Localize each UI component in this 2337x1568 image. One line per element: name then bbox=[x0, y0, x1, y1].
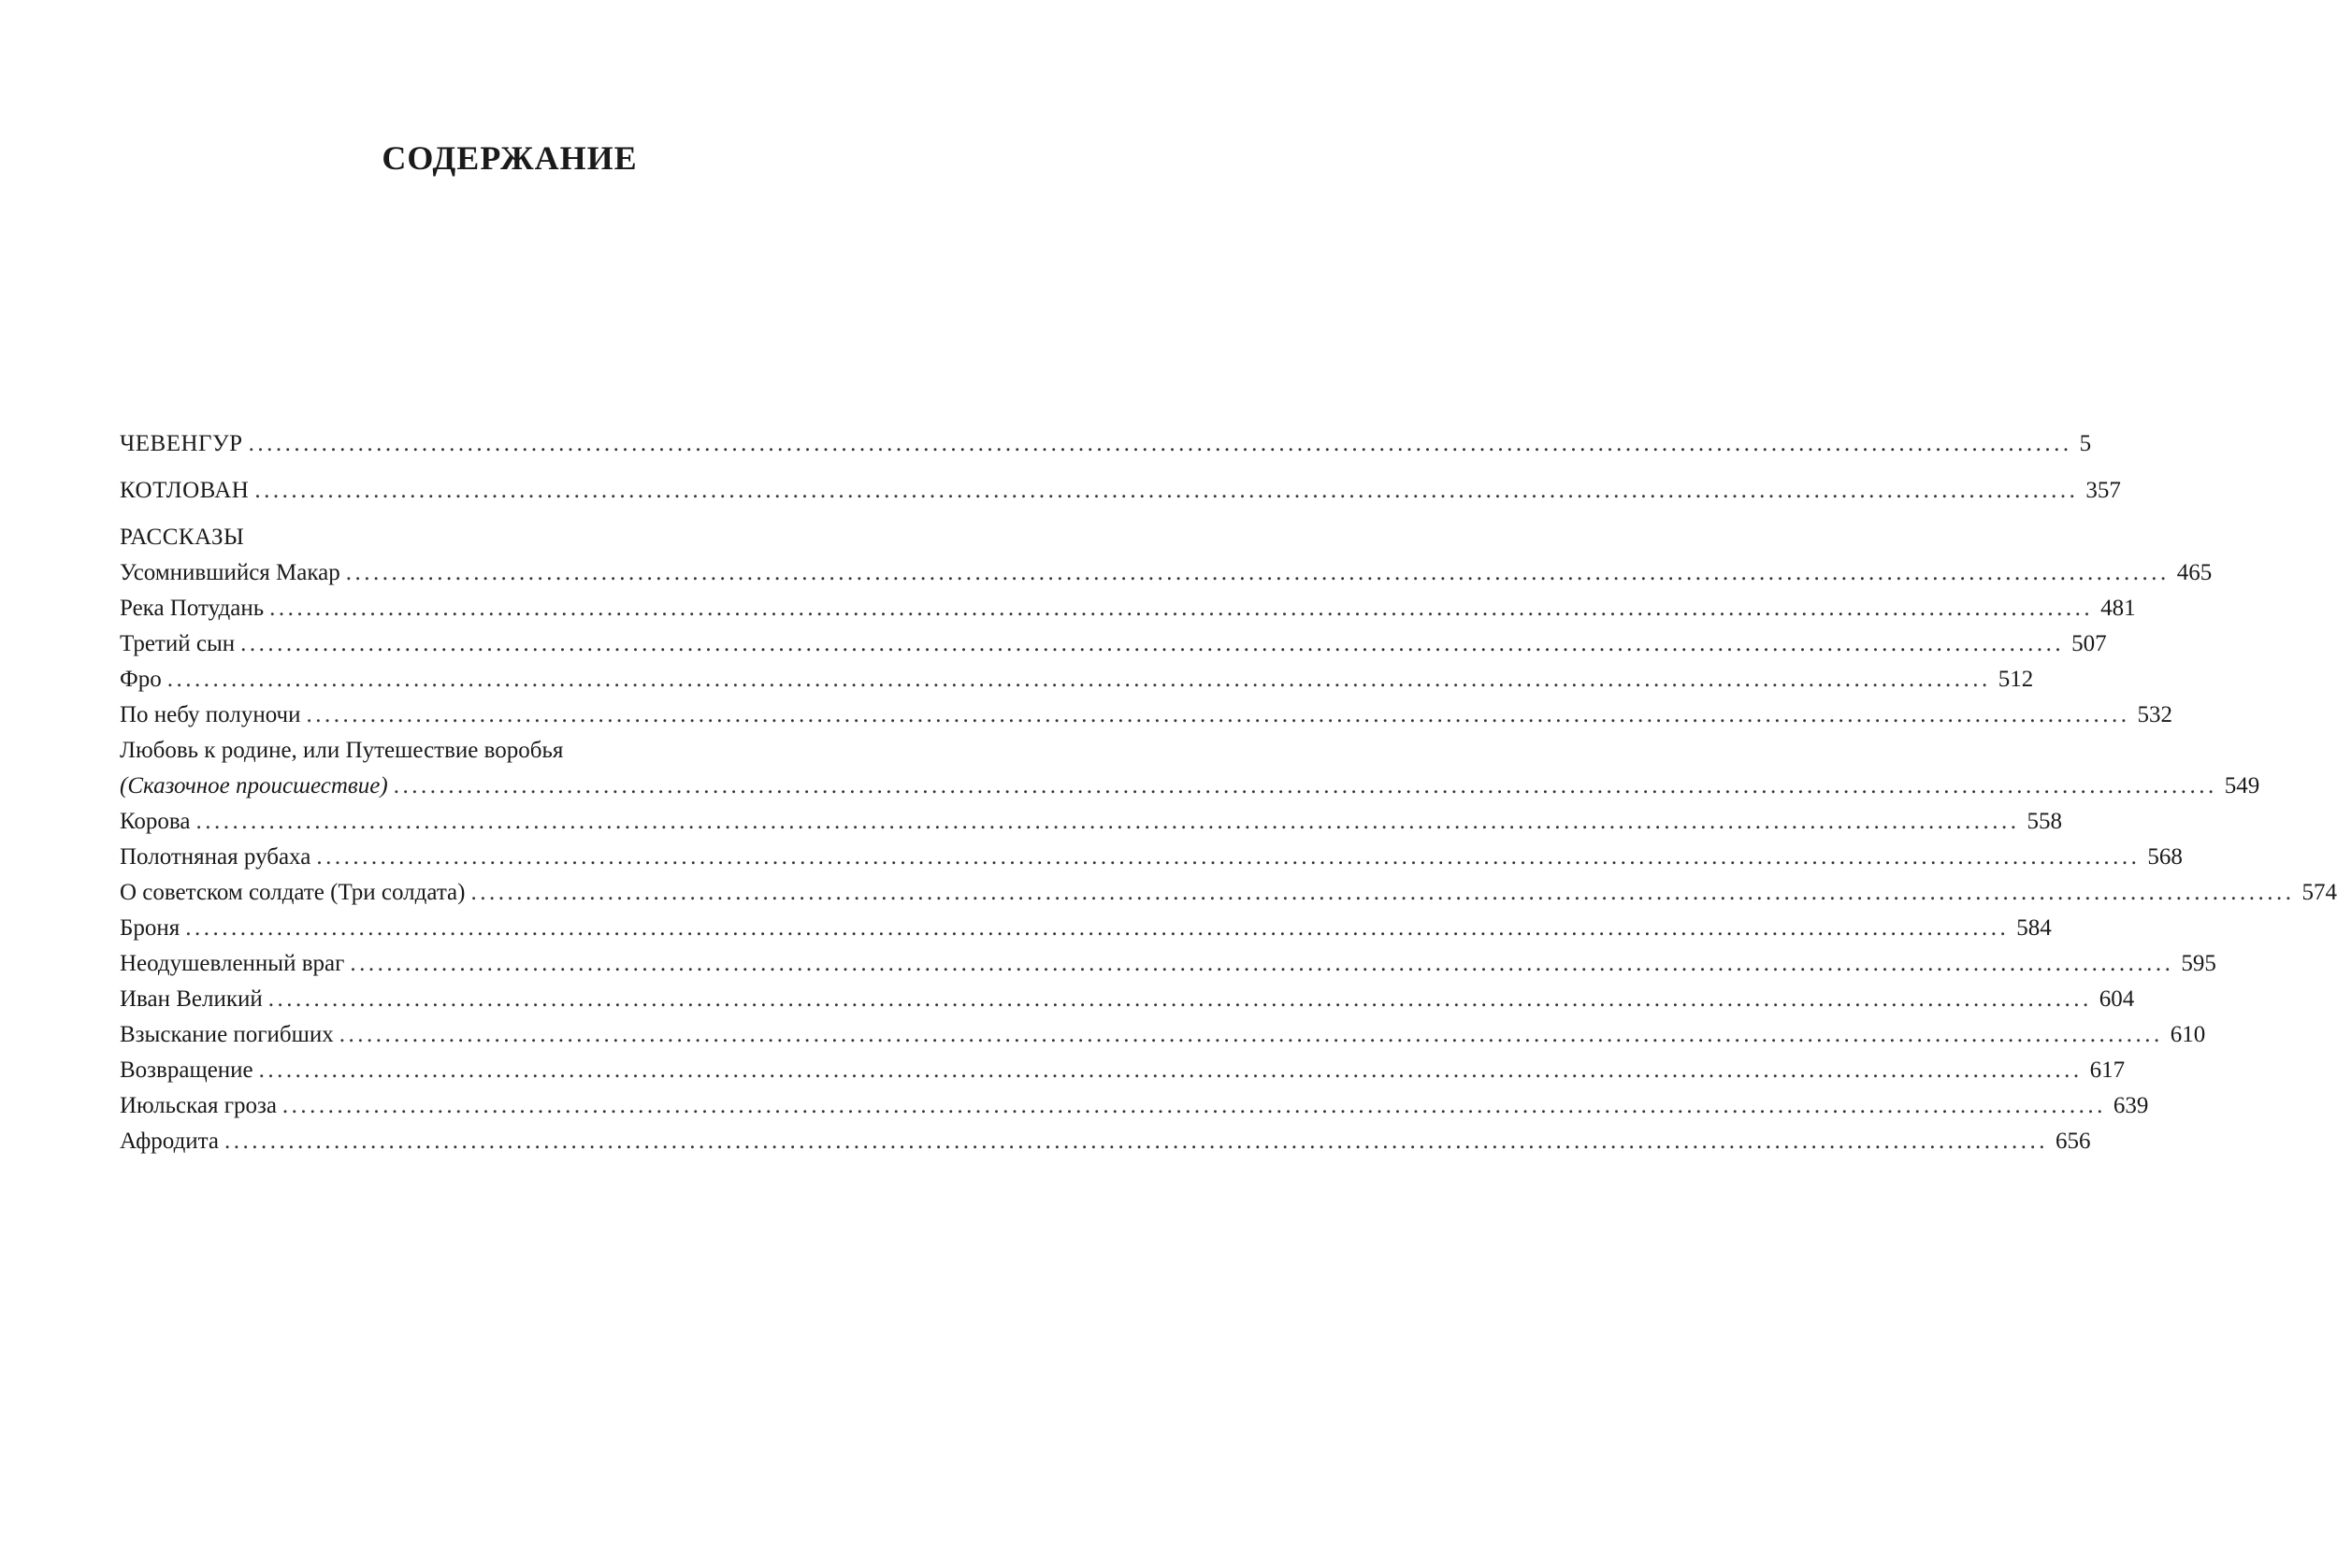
toc-entry-page: 574 bbox=[2301, 880, 2337, 905]
toc-entry bbox=[120, 911, 2052, 946]
toc-entry-page: 549 bbox=[2224, 773, 2260, 798]
toc-entry-label: КОТЛОВАН bbox=[120, 478, 250, 503]
leader-dots: ........................................................................................................................................................................................................ bbox=[258, 1057, 2083, 1083]
toc-entry-label: О советском солдате (Три солдата) bbox=[120, 880, 466, 905]
toc-entry-label-line2: (Сказочное происшествие) bbox=[120, 773, 388, 798]
toc-entry-page: 595 bbox=[2181, 951, 2216, 976]
toc-entry-label: Корова bbox=[120, 809, 191, 834]
leader-dots: ........................................................................................................................................................................................................ bbox=[306, 702, 2130, 727]
leader-dots: ........................................................................................................................................................................................................ bbox=[254, 478, 2079, 503]
toc-entry-page: 604 bbox=[2099, 986, 2135, 1012]
toc-entry bbox=[120, 626, 2107, 662]
leader-dots: ........................................................................................................................................................................................................ bbox=[185, 915, 2010, 941]
leader-dots: ........................................................................................................................................................................................................ bbox=[281, 1093, 2106, 1118]
toc-entry-page: 481 bbox=[2100, 596, 2136, 621]
leader-dots: ........................................................................................................................................................................................................ bbox=[240, 631, 2065, 656]
toc-entry bbox=[120, 804, 2063, 840]
leader-dots: ........................................................................................................................................................................................................ bbox=[269, 596, 2094, 621]
toc-entry bbox=[120, 1124, 2091, 1159]
toc-entry-label: Взыскание погибших bbox=[120, 1022, 334, 1047]
toc-entry-page: 512 bbox=[1998, 667, 2034, 692]
toc-entry-label: Фро bbox=[120, 667, 162, 692]
toc-entry-label: Июльская гроза bbox=[120, 1093, 277, 1118]
section-heading: РАССКАЗЫ bbox=[120, 525, 245, 550]
leader-dots: ........................................................................................................................................................................................................ bbox=[470, 880, 2295, 905]
leader-dots: ........................................................................................................................................................................................................ bbox=[393, 773, 2217, 798]
toc-entry bbox=[120, 473, 2121, 509]
leader-dots: ........................................................................................................................................................................................................ bbox=[316, 844, 2141, 870]
toc-entry bbox=[120, 591, 2136, 626]
toc-entry bbox=[120, 698, 2173, 733]
leader-dots: ........................................................................................................................................................................................................ bbox=[224, 1129, 2049, 1154]
toc-entry-page: 568 bbox=[2147, 844, 2183, 870]
toc-entry-label: Афродита bbox=[120, 1129, 220, 1154]
toc-entry bbox=[120, 875, 2337, 911]
toc-entry-label: Возвращение bbox=[120, 1057, 253, 1083]
toc-entry-page: 357 bbox=[2085, 478, 2121, 503]
toc-entry-label: Река Потудань bbox=[120, 596, 265, 621]
toc-entry-page: 584 bbox=[2016, 915, 2052, 941]
leader-dots: ........................................................................................................................................................................................................ bbox=[350, 951, 2174, 976]
leader-dots: ........................................................................................................................................................................................................ bbox=[166, 667, 1991, 692]
toc-entry-page: 656 bbox=[2056, 1129, 2091, 1154]
toc-entry-label: По небу полуночи bbox=[120, 702, 301, 727]
toc-entry bbox=[120, 1053, 2126, 1088]
toc-entry bbox=[120, 1017, 2206, 1053]
toc-entry-page: 617 bbox=[2089, 1057, 2126, 1083]
toc-entry-page: 532 bbox=[2137, 702, 2173, 727]
toc-entry-label-line1: Любовь к родине, или Путешествие воробья bbox=[120, 738, 564, 763]
toc-entry-label: Третий сын bbox=[120, 631, 236, 656]
toc-entry-label: Броня bbox=[120, 915, 180, 941]
leader-dots: ........................................................................................................................................................................................................ bbox=[345, 560, 2170, 585]
toc-entry bbox=[120, 1088, 2149, 1124]
toc-entry bbox=[120, 769, 2260, 804]
toc-entry-label: Усомнившийся Макар bbox=[120, 560, 340, 585]
toc-entry bbox=[120, 840, 2183, 875]
toc-entry-label: Полотняная рубаха bbox=[120, 844, 311, 870]
toc-entry bbox=[120, 982, 2135, 1017]
table-of-contents bbox=[120, 426, 2337, 1159]
toc-entry-page: 5 bbox=[2079, 431, 2092, 456]
toc-entry-label: Неодушевленный враг bbox=[120, 951, 345, 976]
toc-entry-page: 610 bbox=[2170, 1022, 2206, 1047]
toc-entry-label: Иван Великий bbox=[120, 986, 263, 1012]
leader-dots: ........................................................................................................................................................................................................ bbox=[267, 986, 2092, 1012]
toc-entry-label: ЧЕВЕНГУР bbox=[120, 431, 243, 456]
toc-entry bbox=[120, 426, 2092, 462]
leader-dots: ........................................................................................................................................................................................................ bbox=[248, 431, 2072, 456]
page-title: СОДЕРЖАНИЕ bbox=[382, 139, 638, 177]
leader-dots: ........................................................................................................................................................................................................ bbox=[195, 809, 2020, 834]
toc-entry-page: 558 bbox=[2027, 809, 2063, 834]
toc-entry bbox=[120, 946, 2216, 982]
toc-entry-page: 639 bbox=[2113, 1093, 2149, 1118]
leader-dots: ........................................................................................................................................................................................................ bbox=[339, 1022, 2163, 1047]
toc-entry-page: 507 bbox=[2071, 631, 2107, 656]
toc-entry bbox=[120, 555, 2213, 591]
toc-entry bbox=[120, 662, 2034, 698]
toc-entry-page: 465 bbox=[2176, 560, 2213, 585]
